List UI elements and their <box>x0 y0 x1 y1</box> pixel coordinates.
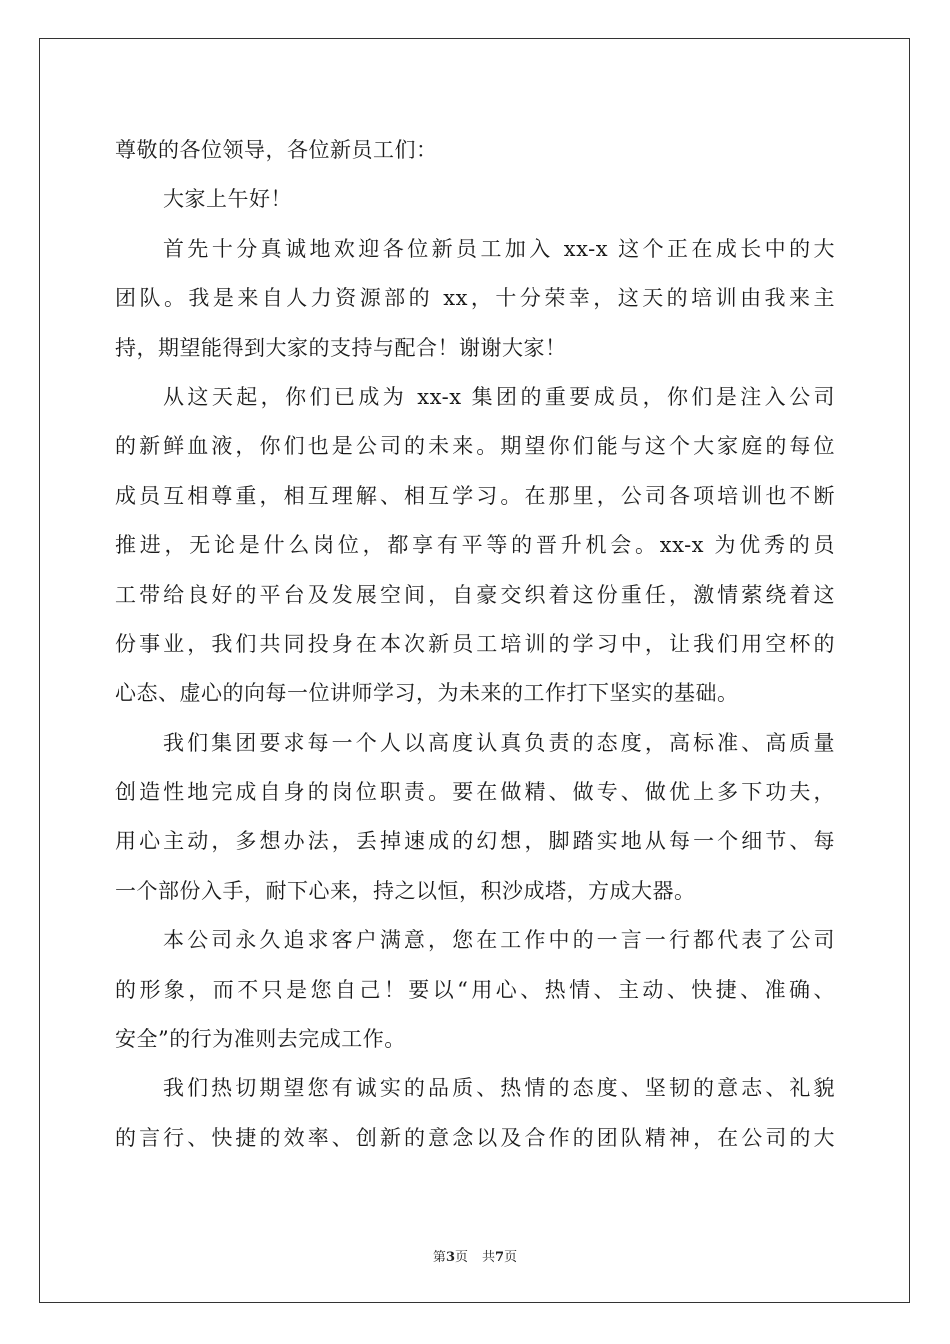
total-suffix: 页 <box>504 1250 518 1265</box>
paragraph-line: 工带给良好的平台及发展空间，自豪交织着这份重任，激情萦绕着这 <box>115 582 835 607</box>
salutation-line: 尊敬的各位领导，各位新员工们： <box>115 138 438 162</box>
paragraph-line: 本公司永久追求客户满意，您在工作中的一言一行都代表了公司 <box>163 928 835 953</box>
paragraph-line: 持，期望能得到大家的支持与配合！谢谢大家！ <box>115 335 567 360</box>
paragraph-line: 团队。我是来自人力资源部的 xx，十分荣幸，这天的培训由我来主 <box>115 286 835 311</box>
paragraph-line: 我们热切期望您有诚实的品质、热情的态度、坚韧的意志、礼貌 <box>163 1076 835 1101</box>
paragraph-line: 份事业，我们共同投身在本次新员工培训的学习中，让我们用空杯的 <box>115 631 835 656</box>
paragraph-line: 创造性地完成自身的岗位职责。要在做精、做专、做优上多下功夫， <box>115 780 835 805</box>
paragraph-line: 成员互相尊重，相互理解、相互学习。在那里，公司各项培训也不断 <box>115 483 835 508</box>
page-footer <box>0 1246 950 1265</box>
paragraph-line: 的形象，而不只是您自己！要以“用心、热情、主动、快捷、准确、 <box>115 977 835 1002</box>
greeting-line: 大家上午好！ <box>163 187 292 212</box>
total-pages: 7 <box>495 1250 505 1265</box>
document-body <box>115 126 835 1163</box>
total-prefix: 共 <box>482 1250 496 1265</box>
page-number: 3 <box>445 1250 455 1265</box>
page-prefix: 第 <box>432 1250 446 1265</box>
paragraph-line: 的新鲜血液，你们也是公司的未来。期望你们能与这个大家庭的每位 <box>115 434 835 459</box>
page-suffix: 页 <box>454 1250 468 1265</box>
paragraph-line: 推进，无论是什么岗位，都享有平等的晋升机会。xx-x 为优秀的员 <box>115 533 835 558</box>
paragraph-line: 的言行、快捷的效率、创新的意念以及合作的团队精神，在公司的大 <box>115 1125 835 1150</box>
paragraph-line: 首先十分真诚地欢迎各位新员工加入 xx-x 这个正在成长中的大 <box>163 236 835 261</box>
paragraph-line: 安全”的行为准则去完成工作。 <box>115 1027 406 1052</box>
paragraph-line: 一个部份入手，耐下心来，持之以恒，积沙成塔，方成大器。 <box>115 878 696 903</box>
paragraph-line: 从这天起，你们已成为 xx-x 集团的重要成员，你们是注入公司 <box>163 384 835 409</box>
paragraph-line: 心态、虚心的向每一位讲师学习，为未来的工作打下坚实的基础。 <box>115 681 739 706</box>
paragraph-line: 用心主动，多想办法，丢掉速成的幻想，脚踏实地从每一个细节、每 <box>115 829 835 854</box>
paragraph-line: 我们集团要求每一个人以高度认真负责的态度，高标准、高质量 <box>163 730 835 755</box>
